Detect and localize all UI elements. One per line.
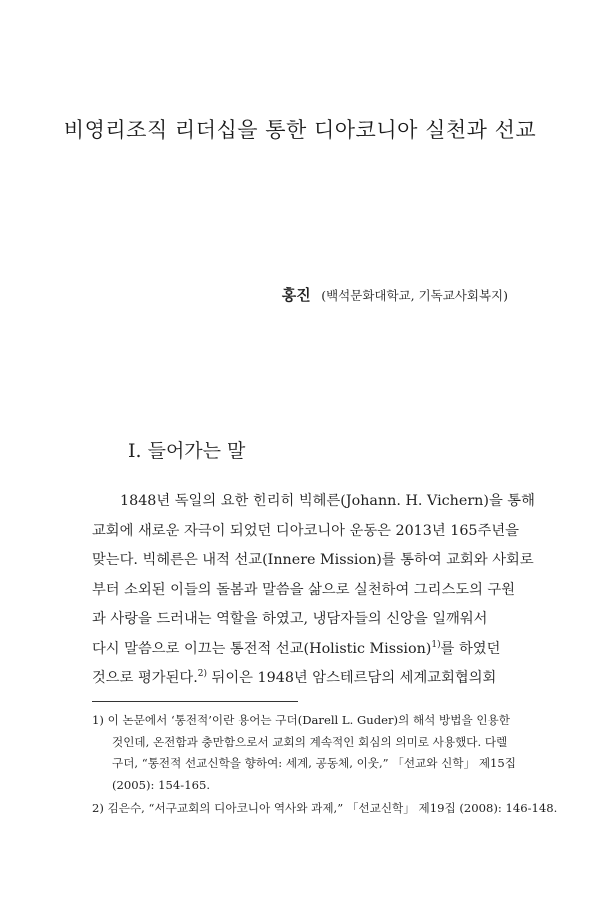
body-line — [92, 635, 508, 665]
footnote-1-line: (2005): 154-165. — [112, 777, 211, 792]
body-text: 를 하였던 — [440, 640, 501, 657]
footnote-1-line: 것인데, 온전함과 충만함으로서 교회의 계속적인 회심의 의미로 사용했다. 다렐 — [112, 734, 508, 749]
body-line: 부터 소외된 이들의 돌봄과 말씀을 삶으로 실천하여 그리스도의 구원 — [92, 581, 516, 598]
body-text: 것으로 평가된다. — [92, 670, 198, 686]
body-text: 뒤이은 1948년 암스테르담의 세계교회협의회 — [207, 670, 497, 686]
footnote-divider — [92, 701, 298, 702]
footnote-2: 2) 김은수, “서구교회의 디아코니아 역사와 과제,” 「선교신학」 제19집 (2008): 146-148. — [92, 801, 558, 815]
footnote-1: 1) 이 논문에서 ‘통전적’이란 용어는 구더(Darell L. Guder)의 해석 방법을 인용한 — [92, 713, 510, 727]
author-line — [282, 284, 508, 305]
body-line: 맞는다. 빅헤른은 내적 선교(Innere Mission)를 통하여 교회와 사회로 — [92, 552, 534, 568]
footnotes — [92, 710, 558, 820]
author-affiliation: (백석문화대학교, 기독교사회복지) — [321, 288, 508, 303]
body-text: 다시 말씀으로 이끄는 통전적 선교(Holistic Mission) — [92, 640, 432, 657]
footnote-ref-2[interactable]: 2) — [197, 669, 208, 679]
body-line: 1848년 독일의 요한 힌리히 빅헤른(Johann. H. Vichern)을 통해 — [120, 493, 535, 509]
footnote-ref-1[interactable]: 1) — [431, 639, 441, 650]
author-name: 홍진 — [281, 286, 311, 304]
body-paragraph — [92, 487, 535, 694]
footnote-1-line: 구더, “통전적 선교신학을 향하여: 세계, 공동체, 이웃,” 「선교와 신학」 제15집 — [112, 756, 516, 770]
body-line — [92, 664, 508, 694]
paper-title: 비영리조직 리더십을 통한 디아코니아 실천과 선교 — [63, 118, 537, 142]
body-line: 교회에 새로운 자극이 되었던 디아코니아 운동은 2013년 165주년을 — [92, 522, 519, 539]
section-heading: Ⅰ. 들어가는 말 — [128, 440, 246, 462]
body-line: 과 사랑을 드러내는 역할을 하였고, 냉담자들의 신앙을 일깨워서 — [92, 611, 488, 627]
